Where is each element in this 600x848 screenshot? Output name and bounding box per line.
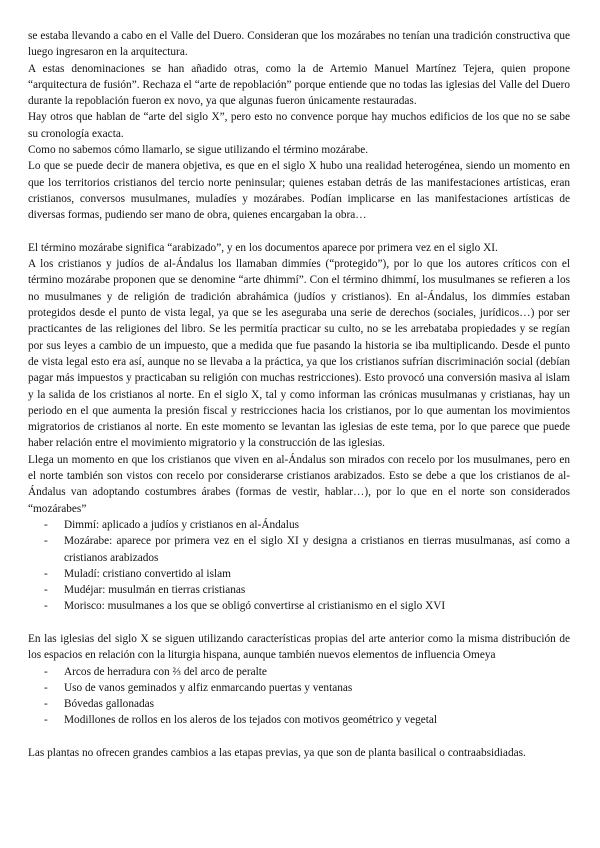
list-item-muladi: - Muladí: cristiano convertido al islam (28, 566, 570, 582)
list-item-vanos-geminados: - Uso de vanos geminados y alfiz enmarcando puertas y ventanas (28, 680, 570, 696)
paragraph-plantas: Las plantas no ofrecen grandes cambios a las etapas previas, ya que son de planta basilical o contraabsidiadas. (28, 747, 526, 760)
paragraph-spacer (28, 224, 570, 240)
list-item-morisco: - Morisco: musulmanes a los que se obligó convertirse al cristianismo en el siglo XVI (28, 598, 570, 614)
section-caracteristicas (28, 631, 570, 729)
paragraph-arte-siglo-x: Hay otros que hablan de “arte del siglo X”, pero esto no convence porque hay muchos edificios de los que no se sabe su cronología exacta. (28, 111, 570, 140)
paragraph-valle-duero: se estaba llevando a cabo en el Valle del Duero. Consideran que los mozárabes no tenían una tradición constructiva que luego ingresaron en la arquitectura. (28, 30, 570, 59)
list-item-dimmi: - Dimmí: aplicado a judíos y cristianos en al-Ándalus (28, 517, 570, 533)
paragraph-recelo: Llega un momento en que los cristianos que viven en al-Ándalus son mirados con recelo por los musulmanes, pero en el norte también son vistos con recelo por considerarse cristianos arabizados. Esto se debe a que los cristianos de al-Ándalus van adoptando costumbres árabes (formas de vestir, hablar…), por lo que en el norte son considerados “mozárabes” (28, 453, 570, 515)
paragraph-spacer (28, 729, 570, 745)
section-significado-mozarabe (28, 240, 570, 615)
list-item-mudejar: - Mudéjar: musulmán en tierras cristianas (28, 582, 570, 598)
list-item-arcos-herradura: - Arcos de herradura con ⅔ del arco de peralte (28, 664, 570, 680)
paragraph-realidad-heterogenea: Lo que se puede decir de manera objetiva, es que en el siglo X hubo una realidad heterogénea, siendo un momento en que los territorios cristianos del tercio norte peninsular; quienes estaban detrás de las manifestaciones artísticas, eran cristianos, conversos musulmanes, muladíes y mozárabes. Podían implicarse en las manifestaciones artísticas de diversas formas, pudiendo ser mano de obra, quienes encargaban la obra… (28, 160, 570, 222)
list-item-bovedas-gallonadas: - Bóvedas gallonadas (28, 696, 570, 712)
paragraph-arabizado: El término mozárabe significa “arabizado”, y en los documentos aparece por primera vez en el siglo XI. (28, 241, 498, 254)
paragraph-arquitectura-fusion: A estas denominaciones se han añadido otras, como la de Artemio Manuel Martínez Tejera, quien propone “arquitectura de fusión”. Rechaza el “arte de repoblación” porque entiende que no todas las iglesias del Valle del Duero durante la repoblación fueron ex novo, ya que algunas fueron únicamente restauradas. (28, 62, 570, 108)
features-list (28, 664, 570, 729)
paragraph-dimmies: A los cristianos y judíos de al-Ándalus los llamaban dimmíes (“protegido”), por lo que los autores críticos con el término mozárabe proponen que se denomine “arte dhimmí”. Con el término dhimmí, los musulmanes se refieren a los no musulmanes y de religión de tradición abrahámica (judíos y cristianos). En al-Ándalus, los dimmíes estaban protegidos desde el punto de vista legal, ya que se les aseguraba una serie de derechos (sociales, jurídicos…) por ser practicantes de las religiones del libro. Se les permitía practicar su culto, no se les arrebataba propiedades y se regían por sus leyes a cambio de un impuesto, que a medida que fue pasando la historia se iba multiplicando. Desde el punto de vista legal esto era así, aunque no se llevaba a la práctica, ya que los cristianos sufrían discriminación social (debían pagar más impuestos y practicaban su religión con muchas restricciones). Esto provocó una conversión masiva al islam y la salida de los cristianos al norte. En el siglo X, tal y como informan las crónicas musulmanas y cristianas, hay un periodo en el que aumenta la presión fiscal y restricciones hacia los cristianos, por lo que aumentan los movimientos migratorios de cristianos al norte. En este momento se levantan las iglesias de este tema, por lo que parece que puede haber relación entre el movimiento migratorio y la construcción de las iglesias. (28, 258, 570, 450)
list-item-mozarabe: - Mozárabe: aparece por primera vez en el siglo XI y designa a cristianos en tierras musulmanas, así como a cristianos arabizados (28, 533, 570, 566)
paragraph-iglesias-siglo-x: En las iglesias del siglo X se siguen utilizando características propias del arte anterior como la misma distribución de los espacios en relación con la liturgia hispana, aunque también nuevos elementos de influencia Omeya (28, 632, 570, 662)
paragraph-termino-mozarabe: Como no sabemos cómo llamarlo, se sigue utilizando el término mozárabe. (28, 144, 369, 157)
terms-list (28, 517, 570, 615)
list-item-modillones: - Modillones de rollos en los aleros de los tejados con motivos geométrico y vegetal (28, 712, 570, 728)
section-terminology-debate (28, 28, 570, 224)
paragraph-spacer (28, 615, 570, 631)
